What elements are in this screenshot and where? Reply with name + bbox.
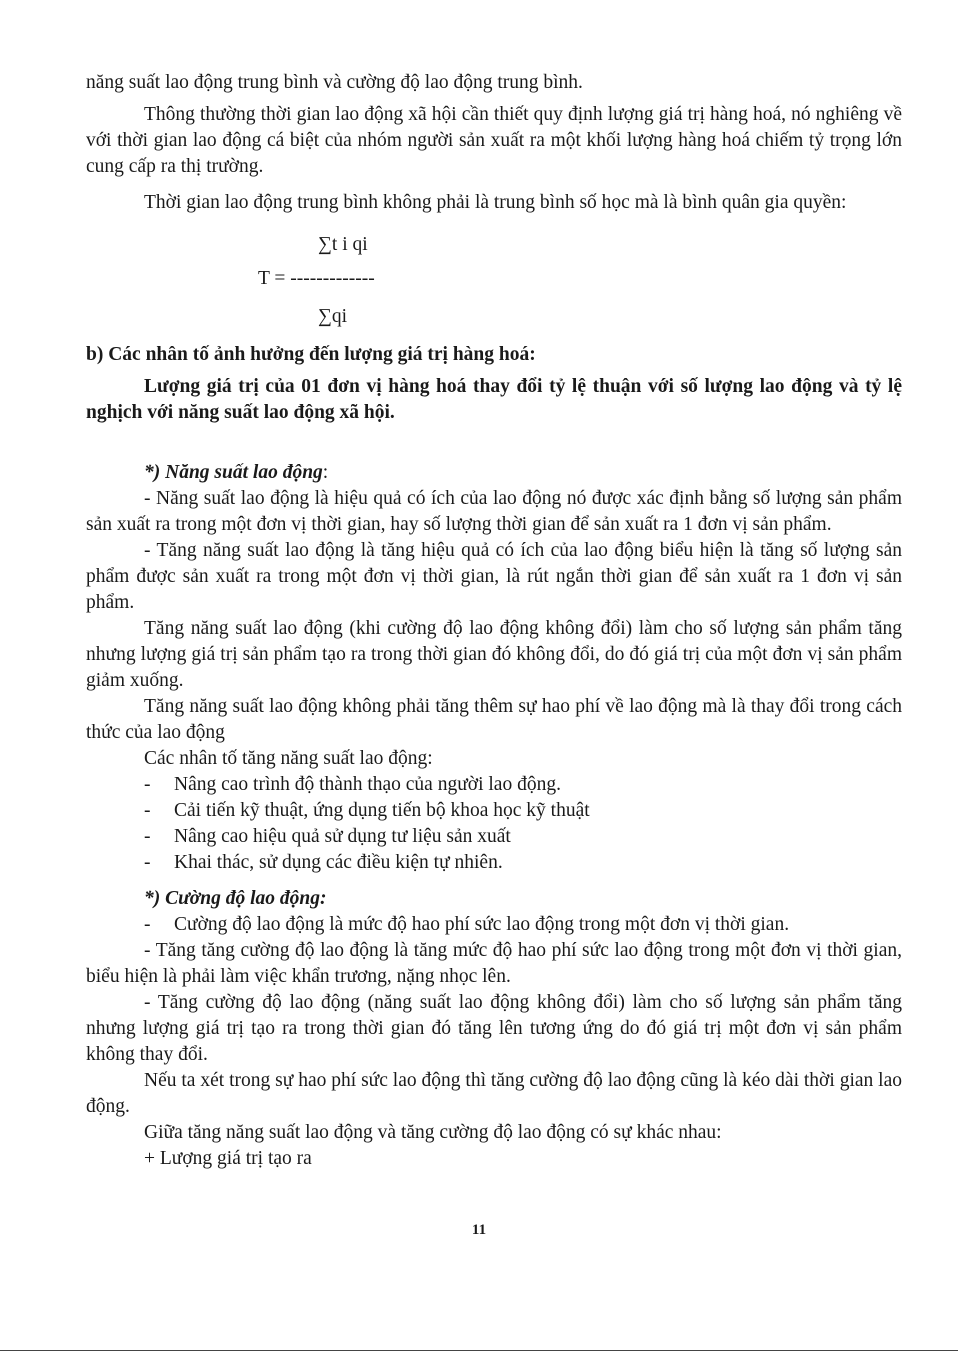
formula-lhs: T = ------------- [258, 268, 375, 289]
paragraph-continuation: năng suất lao động trung bình và cường độ lao động trung bình. [86, 72, 583, 93]
list-item: - Khai thác, sử dụng các điều kiện tự nhiên. [144, 850, 902, 876]
paragraph-average-time: Thời gian lao động trung bình không phải là trung bình số học mà là bình quân gia quyền: [144, 192, 847, 213]
list-item: - Nâng cao trình độ thành thạo của người lao động. [144, 772, 902, 798]
intensity-difference-intro: Giữa tăng năng suất lao động và tăng cường độ lao động có sự khác nhau: [144, 1122, 722, 1143]
intensity-increase: - Tăng tăng cường độ lao động là tăng mức độ hao phí sức lao động trong một đơn vị thời gian, biểu hiện là phải làm việc khẩn trương, nặng nhọc lên. [86, 940, 902, 987]
intensity-effect: - Tăng cường độ lao động (năng suất lao động không đổi) làm cho số lượng sản phẩm tăng nhưng lượng giá trị tạo ra trong thời gian đó tăng lên tương ứng do đó giá trị một đơn vị sản phẩm không thay đổi. [86, 992, 902, 1065]
productivity-nature: Tăng năng suất lao động không phải tăng thêm sự hao phí về lao động mà là thay đổi trong cách thức của lao động [86, 696, 902, 743]
intensity-value-created: + Lượng giá trị tạo ra [144, 1148, 312, 1169]
intensity-definition-list [86, 912, 902, 938]
productivity-heading [86, 460, 902, 486]
list-item: - Nâng cao hiệu quả sử dụng tư liệu sản xuất [144, 824, 902, 850]
productivity-heading-text: *) Năng suất lao động [144, 462, 323, 483]
formula-numerator: ∑t i qi [318, 234, 368, 255]
productivity-heading-colon: : [322, 462, 329, 483]
productivity-definition: - Năng suất lao động là hiệu quả có ích của lao động nó được xác định bằng số lượng sản phẩm sản xuất ra trong một đơn vị thời gian, hay số lượng thời gian để sản xuất ra 1 đơn vị sản phẩm. [86, 488, 902, 535]
intensity-definition: - Cường độ lao động là mức độ hao phí sức lao động trong một đơn vị thời gian. [144, 912, 902, 938]
list-item: - Cải tiến kỹ thuật, ứng dụng tiến bộ khoa học kỹ thuật [144, 798, 902, 824]
page-content [86, 70, 902, 1172]
paragraph-socially-necessary-time: Thông thường thời gian lao động xã hội cần thiết quy định lượng giá trị hàng hoá, nó nghiêng về với thời gian lao động cá biệt của nhóm người sản xuất ra một khối lượng hàng hoá chiếm tỷ trọng lớn cung cấp ra thị trường. [86, 104, 902, 177]
weighted-average-formula [86, 224, 902, 342]
bottom-rule [0, 1350, 958, 1351]
productivity-factors-intro: Các nhân tố tăng năng suất lao động: [144, 748, 433, 769]
intensity-labor-time: Nếu ta xét trong sự hao phí sức lao động thì tăng cường độ lao động cũng là kéo dài thời gian lao động. [86, 1070, 902, 1117]
section-b-principle: Lượng giá trị của 01 đơn vị hàng hoá thay đổi tỷ lệ thuận với số lượng lao động và tỷ lệ nghịch với năng suất lao động xã hội. [86, 376, 902, 423]
intensity-heading: *) Cường độ lao động: [144, 888, 327, 909]
productivity-effect: Tăng năng suất lao động (khi cường độ lao động không đổi) làm cho số lượng sản phẩm tăng nhưng lượng giá trị sản phẩm tạo ra trong thời gian đó không đổi, do đó giá trị của một đơn vị sản phẩm giảm xuống. [86, 618, 902, 691]
formula-denominator: ∑qi [318, 306, 348, 327]
productivity-increase: - Tăng năng suất lao động là tăng hiệu quả có ích của lao động biểu hiện là tăng số lượng sản phẩm được sản xuất ra trong một đơn vị thời gian, là rút ngắn thời gian để sản xuất ra 1 đơn vị sản phẩm. [86, 540, 902, 613]
productivity-factors-list [86, 772, 902, 876]
page-number: 11 [471, 1222, 487, 1238]
section-b-heading: b) Các nhân tố ảnh hưởng đến lượng giá trị hàng hoá: [86, 344, 536, 365]
